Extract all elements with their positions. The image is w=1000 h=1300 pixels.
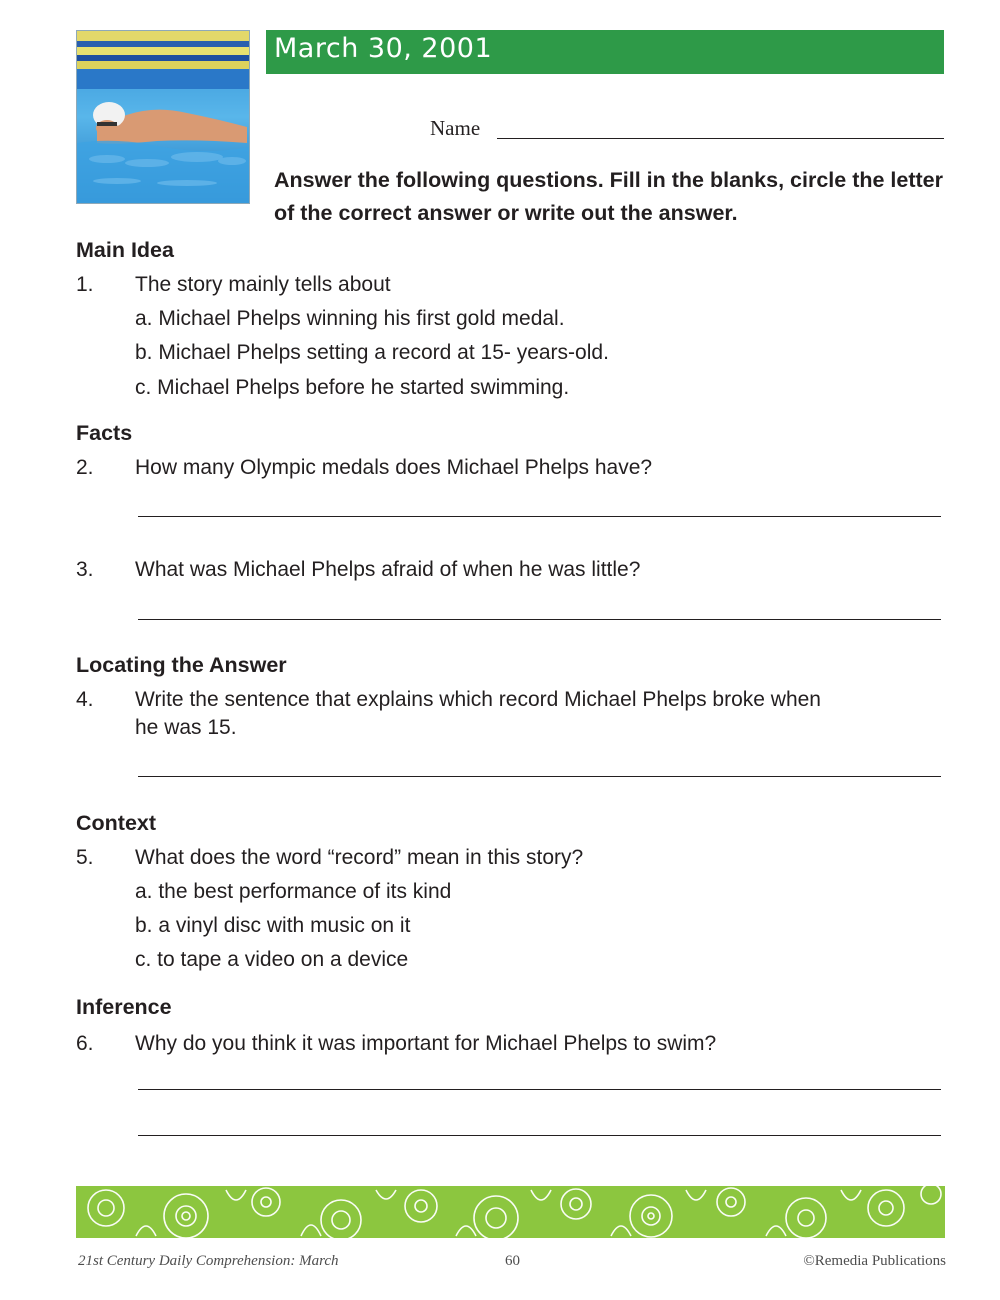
question-text: How many Olympic medals does Michael Phelps have? xyxy=(135,456,653,479)
section-heading-facts: Facts xyxy=(76,421,133,445)
answer-option-b[interactable]: b. a vinyl disc with music on it xyxy=(135,914,411,937)
section-heading-main-idea: Main Idea xyxy=(76,238,174,262)
question-number: 5. xyxy=(76,846,94,869)
section-heading-locating-the-answer: Locating the Answer xyxy=(76,653,287,677)
answer-line[interactable] xyxy=(138,1135,941,1136)
answer-option-a[interactable]: a. Michael Phelps winning his first gold medal. xyxy=(135,307,565,330)
question-number: 2. xyxy=(76,456,94,479)
swimmer-photo-icon xyxy=(76,30,250,204)
floral-band-icon xyxy=(76,1186,945,1238)
answer-line[interactable] xyxy=(138,776,941,777)
question-number: 6. xyxy=(76,1032,94,1055)
question-text: Write the sentence that explains which record Michael Phelps broke when xyxy=(135,688,821,711)
question-text: What was Michael Phelps afraid of when he was little? xyxy=(135,558,641,581)
footer-publisher: ©Remedia Publications xyxy=(803,1253,946,1269)
answer-line[interactable] xyxy=(138,516,941,517)
answer-option-c[interactable]: c. to tape a video on a device xyxy=(135,948,409,971)
answer-option-c[interactable]: c. Michael Phelps before he started swimming. xyxy=(135,376,570,399)
answer-option-a[interactable]: a. the best performance of its kind xyxy=(135,880,452,903)
question-text: The story mainly tells about xyxy=(135,273,391,296)
section-heading-context: Context xyxy=(76,811,157,835)
question-text: Why do you think it was important for Michael Phelps to swim? xyxy=(135,1032,717,1055)
date-title: March 30, 2001 xyxy=(274,33,493,64)
name-label: Name xyxy=(430,116,481,140)
section-heading-inference: Inference xyxy=(76,995,172,1019)
question-text-continued: he was 15. xyxy=(135,716,237,739)
answer-line[interactable] xyxy=(138,619,941,620)
answer-option-b[interactable]: b. Michael Phelps setting a record at 15- years-old. xyxy=(135,341,609,364)
question-number: 4. xyxy=(76,688,94,711)
question-text: What does the word “record” mean in this story? xyxy=(135,846,584,869)
instructions: Answer the following questions. Fill in the blanks, circle the letter of the correct answer or write out the answer. xyxy=(274,168,943,225)
footer-book-title: 21st Century Daily Comprehension: March xyxy=(78,1253,339,1269)
answer-line[interactable] xyxy=(138,1089,941,1090)
page-number: 60 xyxy=(505,1253,520,1269)
question-number: 1. xyxy=(76,273,94,296)
question-number: 3. xyxy=(76,558,94,581)
name-field[interactable] xyxy=(497,138,944,139)
